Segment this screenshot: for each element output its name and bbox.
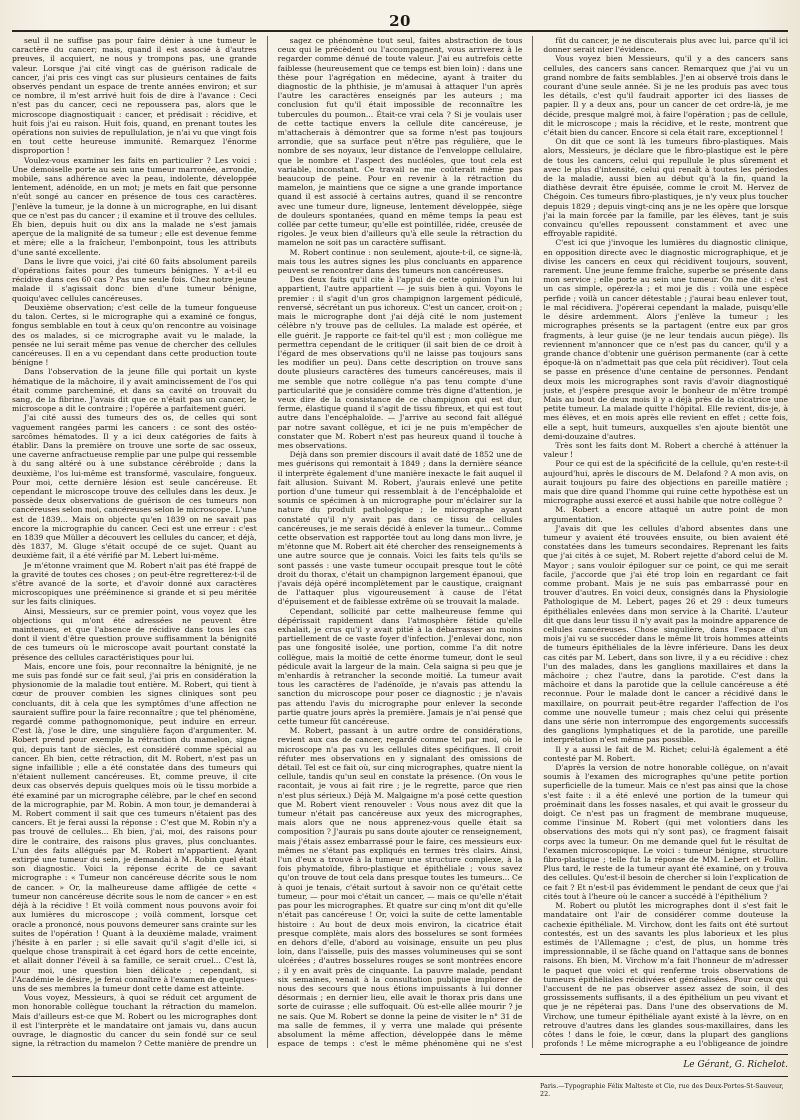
column-divider: [532, 36, 533, 1048]
paragraph: Dans le livre que voici, j'ai cité 60 faits absolument pareils d'opérations faites pour des tumeurs bénignes. Y a-t-il eu récidive dans ces 60 cas ? Pas une seule fois. Chez notre jeune malade il s'agissait donc bien d'une tumeur bénigne, quoiqu'avec cellules cancéreuses.: [12, 256, 257, 303]
signature-rule: [540, 1054, 788, 1055]
paragraph: Vous voyez, Messieurs, à quoi se réduit cet argument de mon honorable collègue touchant la rétraction du mamelon. Mais d'ailleurs est-ce que M. Robert ou les micrographes dont il est l'interprète et le mandataire ont jamais vu, dans aucun ouvrage, le diagnostic du cancer du sein fondé sur ce seul signe, la rétraction du mamelon ? Cette manière de prendre un: [12, 993, 257, 1048]
paragraph: Il y a aussi le fait de M. Richet; celui-là également a été contesté par M. Robert.: [543, 744, 789, 763]
paragraph: J'avais dit que les cellules d'abord absentes dans une tumeur y avaient été trouvées ensuite, ou bien avaient été constatées dans les tumeurs secondaires. Reprenant les faits que j'ai cités à ce sujet, M. Robert rejette d'abord celui de M. Mayor ; sans vouloir épiloguer sur ce point, ce qui me serait facile, j'accorde que j'ai été trop loin en regardant ce fait comme probant. Mais je ne suis pas embarrassé pour en trouver d'autres. En voici deux, consignés dans la Physiologie Pathologique de M. Lebert, pages 26 et 29 : deux tumeurs épithéliales enlevées dans mon service à la Charité. L'auteur dit que dans leur tissu il n'y avait pas la moindre apparence de cellules cancéreuses. Chose singulière, dans l'espace d'un mois j'ai vu se succéder dans le même lit trois hommes atteints de tumeurs épithéliales de la lèvre inférieure. Dans les deux cas cités par M. Lebert, dans son livre, il y a eu récidive : chez l'un des malades, dans les ganglions maxillaires et dans la mâchoire ; chez l'autre, dans la parotide. C'est dans la mâchoire et dans la parotide que la cellule cancéreuse a été reconnue. Pour le malade dont le cancer a récidivé dans le maxillaire, on pourrait peut-être regarder l'affection de l'os comme une nouvelle tumeur ; mais chez celui qui présente dans une série non interrompue des engorgements successifs des ganglions lymphatiques et de la parotide, une pareille interprétation n'est même pas possible.: [543, 523, 789, 745]
paragraph: M. Robert continue : non seulement, ajoute-t-il, ce signe-là, mais tous les autres signes les plus concluants en apparence peuvent se rencontrer dans des tumeurs non cancéreuses.: [277, 247, 523, 276]
paragraph: M. Robert a encore attaqué un autre point de mon argumentation.: [543, 505, 789, 524]
paragraph: fût du cancer, je ne discuterais plus avec lui, parce qu'il ici donner serait nier l'évidence.: [543, 36, 789, 55]
paragraph: M. Robert, passant à un autre ordre de considérations, revient aux cas de cancer, regardé comme tel par moi, où le microscope n'a pas vu les cellules dites spécifiques. Il croit réfuter mes observations en y signalant des omissions de détail. Tel est ce fait où, sur cinq micrographes, quatre nient la cellule, tandis qu'un seul en constate la présence. (On vous le racontait, je vous ai fait rire ; je le regrette, parce que rien n'est plus sérieux.) Déjà M. Malgaigne m'a posé cette question que M. Robert vient renouveler : Vous nous avez dit que la tumeur n'était pas cancéreuse aux yeux des micrographes, mais alors que ne nous apprenez-vous quelle était sa composition ? J'aurais pu sans doute ajouter ce renseignement, mais j'étais assez embarrassé pour le faire, ces messieurs eux-mêmes ne s'étant pas expliqués en termes très clairs. Ainsi, l'un d'eux a trouvé à la tumeur une structure complexe, à la fois phymatoïde, fibro-plastique et épithéliale ; vous savez qu'on trouve de tout cela dans presque toutes les tumeurs... Ce à quoi je tenais, c'était surtout à savoir non ce qu'était cette tumeur, — pour moi c'était un cancer, — mais ce qu'elle n'était pas pour les micrographes. Et quatre sur cinq m'ont dit qu'elle n'était pas cancéreuse ! Or, voici la suite de cette lamentable histoire : Au bout de deux mois environ, la cicatrice était presque complète, mais alors des bosselures se sont formées en dehors d'elle, d'abord au voisinage, ensuite un peu plus loin, dans l'aisselle, puis des masses volumineuses qui se sont ulcérées ; d'autres bosselures rouges se sont montrées encore ; il y en avait près de cinquante. La pauvre malade, pendant six semaines, venait à la consultation publique implorer de nous des secours que nous étions impuissants à lui donner désormais ; en dernier lieu, elle avait le thorax pris dans une sorte de cuirasse ; elle suffoquait. Où est-elle allée mourir ? je ne sais. Que M. Robert se donne la peine de visiter le n° 31 de ma salle de femmes, il y verra une malade qui présente absolument la même affection, développée dans le même espace de temps : c'est le même phénomène qui ne s'est: [277, 726, 523, 1048]
printer-imprint: Paris.—Typographie Félix Malteste et Cie, rue des Deux-Portes-St-Sauveur, 22.: [540, 1082, 784, 1098]
column-divider: [267, 36, 268, 1048]
paragraph: On dit que ce sont là les tumeurs fibro-plastiques. Mais alors, Messieurs, je déclare que le fibro-plastique est le père de tous les cancers, celui qui repullule le plus sûrement et avec le plus d'intensité, celui qui renaît à toutes les périodes de la maladie, aussi bien au début qu'à la fin, quand la diathèse devrait être épuisée, comme le croit M. Hervez de Chégoin. Ces tumeurs fibro-plastiques, je n'y veux plus toucher depuis 1829 ; depuis vingt-cinq ans je ne les opère que lorsque j'ai la main forcée par la famille, par les élèves, tant je suis convaincu qu'elles repoussent constamment et avec une effroyable rapidité.: [543, 137, 789, 239]
footer-rule: [12, 1076, 788, 1077]
paragraph: Pour ce qui est de la spécificité de la cellule, qu'en reste-t-il aujourd'hui, après le discours de M. Delafond ? A mon avis, on aurait toujours pu faire des objections en pareille matière ; mais que dire quand l'homme qui ruine cette hypothèse est un micrographe aussi exercé et aussi habile que notre collègue ?: [543, 459, 789, 506]
paragraph: sagez ce phénomène tout seul, faites abstraction de tous ceux qui le précèdent ou l'accompagnent, vous arriverez à le regarder comme dénué de toute valeur. J'ai eu autrefois cette faiblesse (heureusement que ce temps est bien loin) : dans une thèse pour l'agrégation en médecine, ayant à traiter du diagnostic de la phthisie, je m'amusai à attaquer l'un après l'autre les caractères enseignés par les auteurs ; ma conclusion fut qu'il était impossible de reconnaître les tubercules du poumon... Était-ce vrai cela ? Si je voulais user de cette tactique envers la cellule dite cancéreuse, je m'attacherais à démontrer que sa forme n'est pas toujours arrondie, que sa surface peut n'être pas régulière, que le nombre de ses noyaux, leur distance de l'enveloppe cellulaire, que le nombre et l'aspect des nucléoles, que tout cela est variable, inconstant. Ce travail ne me coûterait même pas beaucoup de peine. Pour en revenir à la rétraction du mamelon, je maintiens que ce signe a une grande importance quand il est associé à certains autres, quand il se rencontre avec une tumeur dure, ligneuse, lentement développée, siège de douleurs spontanées, quand en même temps la peau est collée par cette tumeur, qu'elle est pointillée, ridée, creusée de rigoles. Je veux bien d'ailleurs qu'à elle seule la rétraction du mamelon ne soit pas un caractère suffisant.: [277, 36, 523, 248]
paragraph: Deuxième observation; c'est celle de la tumeur fongueuse du talon. Certes, si le micrographe qui a examiné ce fongus, fongus semblable en tout à ceux qu'on rencontre au voisinage des os malades, si ce micrographe avait vu le malade, la pensée ne lui serait même pas venue de chercher des cellules cancéreuses. Il en a vu cependant dans cette production toute bénigne !: [12, 302, 257, 368]
paragraph: Cependant, sollicité par cette malheureuse femme qui dépérissait rapidement dans l'atmosphère fétide qu'elle exhalait, je crus qu'il y avait pitié à la débarrasser au moins partiellement de ce vaste foyer d'infection. J'enlevai donc, non pas une fongosité isolée, une portion, comme l'a dit notre collègue, mais la moitié de cette énorme tumeur, dont le seul pédicule avait la largeur de la main. Cela saigna si peu que je m'enhardis à retrancher la seconde moitié. La tumeur avait tous les caractères de l'adénoïde, je n'avais pas attendu la sanction du microscope pour poser ce diagnostic ; je n'avais pas attendu l'avis du micrographe pour enlever la seconde partie quatre jours après la première. Jamais je n'ai pensé que cette tumeur fût cancéreuse.: [277, 606, 523, 727]
paragraph: M. Robert ou plutôt les micrographes dont il s'est fait le mandataire ont l'air de considérer comme douteuse la cachexie épithéliale. M. Virchow, dont les faits ont été surtout contestés, est un des savants les plus laborieux et les plus estimés de l'Allemagne ; c'est, de plus, un homme très impressionnable, il se fâche quand on l'attaque sans de bonnes raisons. Eh bien, M. Virchow m'a fait l'honneur de m'adresser le paquet que voici et qui renferme trois observations de tumeurs épithéliales récidivées et généralisées. Pour ceux qui l'accusent de ne pas observer assez assez de soin, il des grossissements suffisants, il a des épithélium un peu vivant et que je ne répéterai pas. Dans l'une des observations de M. Virchow, une tumeur épithéliale ayant existé à la lèvre, on en retrouve d'autres dans les glandes sous-maxillaires, dans les côtes ! dans le foie, le cœur, dans la plupart des ganglions profonds ! Le même micrographe a eu l'obligeance de joindre: [543, 901, 789, 1048]
paragraph: C'est ici que j'invoque les lumières du diagnostic clinique, en opposition directe avec le diagnostic micrographique, et je divise les cancers en ceux qui récidivent toujours, souvent, rarement. Une jeune femme fraîche, superbe se présente dans mon service ; elle porte au sein une tumeur. On me dit : c'est un cas simple, opérez-la ; et moi je dis : voilà une espèce perfide ; voilà un cancer détestable ; j'aurai beau enlever tout, le mal récidivera. J'opérerai cependant la malade, puisqu'elle le désire ardemment. Alors j'enlève la tumeur ; les micrographes présents se la partagent (entre eux par gros fragments, à leur guise (je ne leur tendais aucun piège). Ils reviennent m'annoncer que ce n'est pas du cancer, qu'il y a grande chance d'obtenir une guérison permanente (car à cette époque-là on n'admettait pas que cela pût récidiver). Tout cela se passe en présence d'une centaine de personnes. Pendant deux mois les micrographes sont ravis d'avoir diagnostiqué juste, et j'espère presque avoir le bonheur de m'être trompé Mais au bout de deux mois il y a déjà près de la cicatrice une petite tumeur. La malade quitte l'hôpital. Elle revient, dis-je, à mes élèves, et en mois après elle revient en effet ; cette fois, elle a sept, huit tumeurs, auxquelles s'en ajoute bientôt une demi-douzaine d'autres.: [543, 238, 789, 441]
paragraph: Très sont les faits dont M. Robert a cherché à atténuer la valeur !: [543, 440, 789, 460]
paragraph: Déjà dans son premier discours il avait daté de 1852 une de mes guérisons qui remontait à 1849 ; dans la dernière séance il interprète également d'une manière inexacte le fait auquel il fait allusion. Suivant M. Robert, j'aurais enlevé une petite portion d'une tumeur qui ressemblait à de l'encéphaloïde et soumis ce spécimen à un micrographe pour m'éclairer sur la nature du produit pathologique ; le micrographe ayant constaté qu'il n'y avait pas dans ce tissu de cellules cancéreuses, je me serais décidé à enlever la tumeur... Comme cette observation est rapportée tout au long dans mon livre, je m'étonne que M. Robert ait été chercher des renseignements à une autre source que je connais. Voici les faits tels qu'ils se sont passés : une vaste tumeur occupait presque tout le côté droit du thorax, c'était un champignon largement épanoui, que j'avais déjà opéré incomplètement par le caustique, craignant de l'attaquer plus vigoureusement à cause de l'état d'épuisement et de faiblesse extrême où se trouvait la malade.: [277, 450, 523, 607]
text-columns: [12, 36, 788, 1048]
paragraph: Des deux faits qu'il cite à l'appui de cette opinion l'un lui appartient, l'autre appartient — je suis bien à qui. Voyons le premier : il s'agit d'un gros champignon largement pédiculé, renversé, sécrétant un pus ichoreux. C'est un cancer, croit-on ; mais le micrographe dont j'ai déjà cité le nom justement célèbre n'y trouve pas de cellules. La malade est opérée, et elle guérit. Je rapporte ce fait-tel qu'il est ; mon collègue me permettra cependant de le critiquer (il sait bien de ce droit à l'égard de mes observations qu'il ne laisse pas toujours sans les modifier un peu). Dans cette description on trouve sans doute plusieurs caractères des tumeurs cancéreuses, mais il me semble que notre collègue n'a pas tenu compte d'une particularité que je considère comme très digne d'attention, je veux dire de la consistance de ce champignon qui est dur, ferme, élastique quand il s'agit de tissu fibreux, et qui est tout autre dans l'encéphaloïde. — J'arrive au second fait allégué par notre savant collègue, et ici je ne puis m'empêcher de constater que M. Robert n'est pas heureux quand il touche à mes observations.: [277, 275, 523, 450]
paragraph: D'après la version de notre honorable collègue, on n'avait soumis à l'examen des micrographes qu'une petite portion superficielle de la tumeur. Mais ce n'est pas ainsi que la chose s'est faite : il a été enlevé une portion de la tumeur qui proéminait dans les fosses nasales, et qui avait le grosseur du doigt. Ce n'est pas un fragment de membrane muqueuse, comme l'insinue M. Robert (qui met volontiers dans les observations des mots qui n'y sont pas), ce fragment faisait corps avec la tumeur. On me demande quel fut le résultat de l'examen microscopique. Le voici : tumeur bénigne, structure fibro-plastique ; telle fut la réponse de MM. Lebert et Follin. Plus tard, le reste de la tumeur ayant été examiné, on y trouva des cellules. Qu'est-il besoin de chercher si loin l'explication de ce fait ? Et n'est-il pas évidemment le pendant de ceux que j'ai cités tout à l'heure où le cancer a succédé à l'épithélium ?: [543, 763, 789, 901]
paragraph: Je m'étonne vraiment que M. Robert n'ait pas été frappé de la gravité de toutes ces choses ; on peut-être regretterez-t-il de s'être avancé de la sorte, et d'avoir donné aux caractères microscopiques une prééminence si grande et si peu méritée sur les faits cliniques.: [12, 560, 257, 607]
page-number: 20: [389, 12, 411, 30]
column-2: [278, 36, 523, 1048]
paragraph: Mais, encore une fois, pour reconnaître la bénignité, je ne me suis pas fondé sur ce fait seul, j'ai pris en considération la physionomie de la maladie tout entière. M. Robert, qui tient à cœur de prouver combien les signes cliniques sont peu concluants, dit à cela que les symptômes d'une affection ne sauraient suffire pour la faire reconnaître ; que tel phénomène, regardé comme pathognomonique, peut induire en erreur. C'est là, j'ose le dire, une singulière façon d'argumenter. M. Robert prend pour exemple la rétraction du mamelon, signe qui, depuis tant de siècles, est considéré comme spécial au cancer. Eh bien, cette rétraction, dit M. Robert, n'est pas un signe infaillible ; elle a été constatée dans des tumeurs qui n'étaient nullement cancéreuses. Et, comme preuve, il cite deux cas observés depuis quelques mois où le tissu morbide a été examiné par un micrographe célèbre, par le chef en second de la micrographie, par M. Robin. A mon tour, je demanderai à M. Robert comment il sait que ces tumeurs n'étaient pas des cancers. Et je ferai aussi la réponse : C'est que M. Robin n'y a pas trouvé de cellules... Eh bien, j'ai, moi, des raisons pour dire le contraire, des raisons plus graves, plus concluantes. L'un des faits allégués par M. Robert m'appartient. Ayant extirpé une tumeur du sein, je demandai à M. Robin quel était son diagnostic. Voici la réponse écrite de ce savant micrographe : « Tumeur non cancéreuse décrite sous le nom de cancer. » Or, la malheureuse dame affligée de cette « tumeur non cancéreuse décrite sous le nom de cancer » en est déjà à la récidive ! Et voilà comment nous pouvons avoir foi aux lumières du microscope ; voilà comment, lorsque cet oracle a prononcé, nous pouvons demeurer sans crainte sur les suites de l'opération ! Quant à la deuxième malade, vraiment j'hésite à en parler ; si elle savait qu'il s'agit d'elle ici, si quelque chose transpirait à cet égard hors de cette enceinte, et allait donner l'éveil à sa famille, ce serait cruel... C'est là, pour moi, une question bien délicate ; cependant, si l'Académie le désire, je ferai connaître à l'examen de quelques-uns de ses membres la tumeur dont cette dame est atteinte.: [12, 661, 257, 993]
column-1: [12, 36, 257, 1048]
paragraph: seul il ne suffise pas pour faire dénier à une tumeur le caractère du cancer; mais, quand il est associé à d'autres preuves, il acquiert, ne nous y trompons pas, une grande valeur. Lorsque j'ai cité vingt cas de guérison radicale de cancer, j'ai pris ces vingt cas sur plusieurs centaines de faits observés pendant un espace de trente années environ; et sur ce nombre, il m'est arrivé huit fois de dire à l'avance : Ceci n'est pas du cancer, ceci ne repoussera pas, alors que le microscope diagnostiquait : cancer, et prédisait : récidive, et huit fois j'ai eu raison. Huit fois, quand, en prenant toutes les opérations non suivies de repullulation, je n'ai vu que vingt fois en tout cette heureuse immunité. Remarquez l'énorme disproportion !: [12, 36, 257, 156]
column-3: [543, 36, 788, 1048]
paragraph: Dans l'observation de la jeune fille qui portait un kyste hématique de la mâchoire, il y avait amincissement de l'os qui était comme parcheminé, et dans sa cavité on trouvait du sang, de la fibrine. J'avais dit que ce n'était pas un cancer, le microscope a dit le contraire ; l'opérée a parfaitement guéri.: [12, 367, 257, 414]
paragraph: J'ai cité aussi des tumeurs des os, de celles qui sont vaguement rangées parmi les cancers : ce sont des ostéo-sarcômes hématodes. Il y a ici deux catégories de faits à établir. Dans la première on trouve une sorte de sac osseux, une caverne anfractueuse remplie par une pulpe qui ressemble à du sang altéré ou à une substance cérébroïde ; dans la deuxième, l'os lui-même est transformé, vasculaire, fongueux. Pour moi, cette dernière lésion est seule cancéreuse. Et cependant le microscope trouve des cellules dans les deux. Je possède deux observations de guérison de ces tumeurs non cancéreuses selon moi, cancéreuses selon le microscope. L'une est de 1839... Mais on objecte qu'en 1839 on ne savait pas encore la micrographie du cancer. Ceci est une erreur : c'est en 1839 que Müller a découvert les cellules du cancer, et déjà, dès 1837, M. Gluge s'était occupé de ce sujet. Quant au deuxième fait, il a été vérifié par M. Lebert lui-même.: [12, 413, 257, 561]
header-rule: [12, 30, 788, 32]
paragraph: Vous voyez bien Messieurs, qu'il y a des cancers sans cellules, des cancers sans cancer. Remarquez que j'ai vu un grand nombre de faits semblables. J'en ai observé trois dans le courant d'une seule année. Si je ne les produis pas avec tous les détails, c'est qu'il faudrait apporter ici des liasses de papier. Il y a deux ans, pour un cancer de cet ordre-là, je me décide, presque malgré moi, à faire l'opération ; pas de cellule, dit le microscope ; mais la récidive, et le reste, montrent que c'était bien du cancer. Encore si cela était rare, exceptionnel !: [543, 54, 789, 138]
paragraph: Ainsi, Messieurs, sur ce premier point, vous voyez que les objections qui m'ont été adressées ne peuvent être maintenues, et que l'absence de récidive dans tous les cas dont il vient d'être question prouve suffisamment la bénignité de ces tumeurs où le microscope avait pourtant constaté la présence des cellules caractéristiques pour lui.: [12, 606, 257, 662]
signature: Le Gérant, G. Richelot.: [683, 1060, 788, 1070]
paragraph: Voulez-vous examiner les faits en particulier ? Les voici : Une demoiselle porte au sein une tumeur marronée, arrondie, mobile, sans adhérence avec la peau, indolente, développée lentement, adénoïde, en un mot; je mets en fait que personne n'eût songé au cancer en présence de tous ces caractères. J'enlève la tumeur, je la donne à un micrographe, en lui disant que ce n'est pas du cancer ; il examine et il trouve des cellules. Eh bien, depuis huit ou dix ans la malade ne s'est jamais aperçue de la malignité de sa tumeur ; elle est devenue femme et mère; elle a la fraîcheur, l'embonpoint, tous les attributs d'une santé excellente.: [12, 155, 257, 257]
